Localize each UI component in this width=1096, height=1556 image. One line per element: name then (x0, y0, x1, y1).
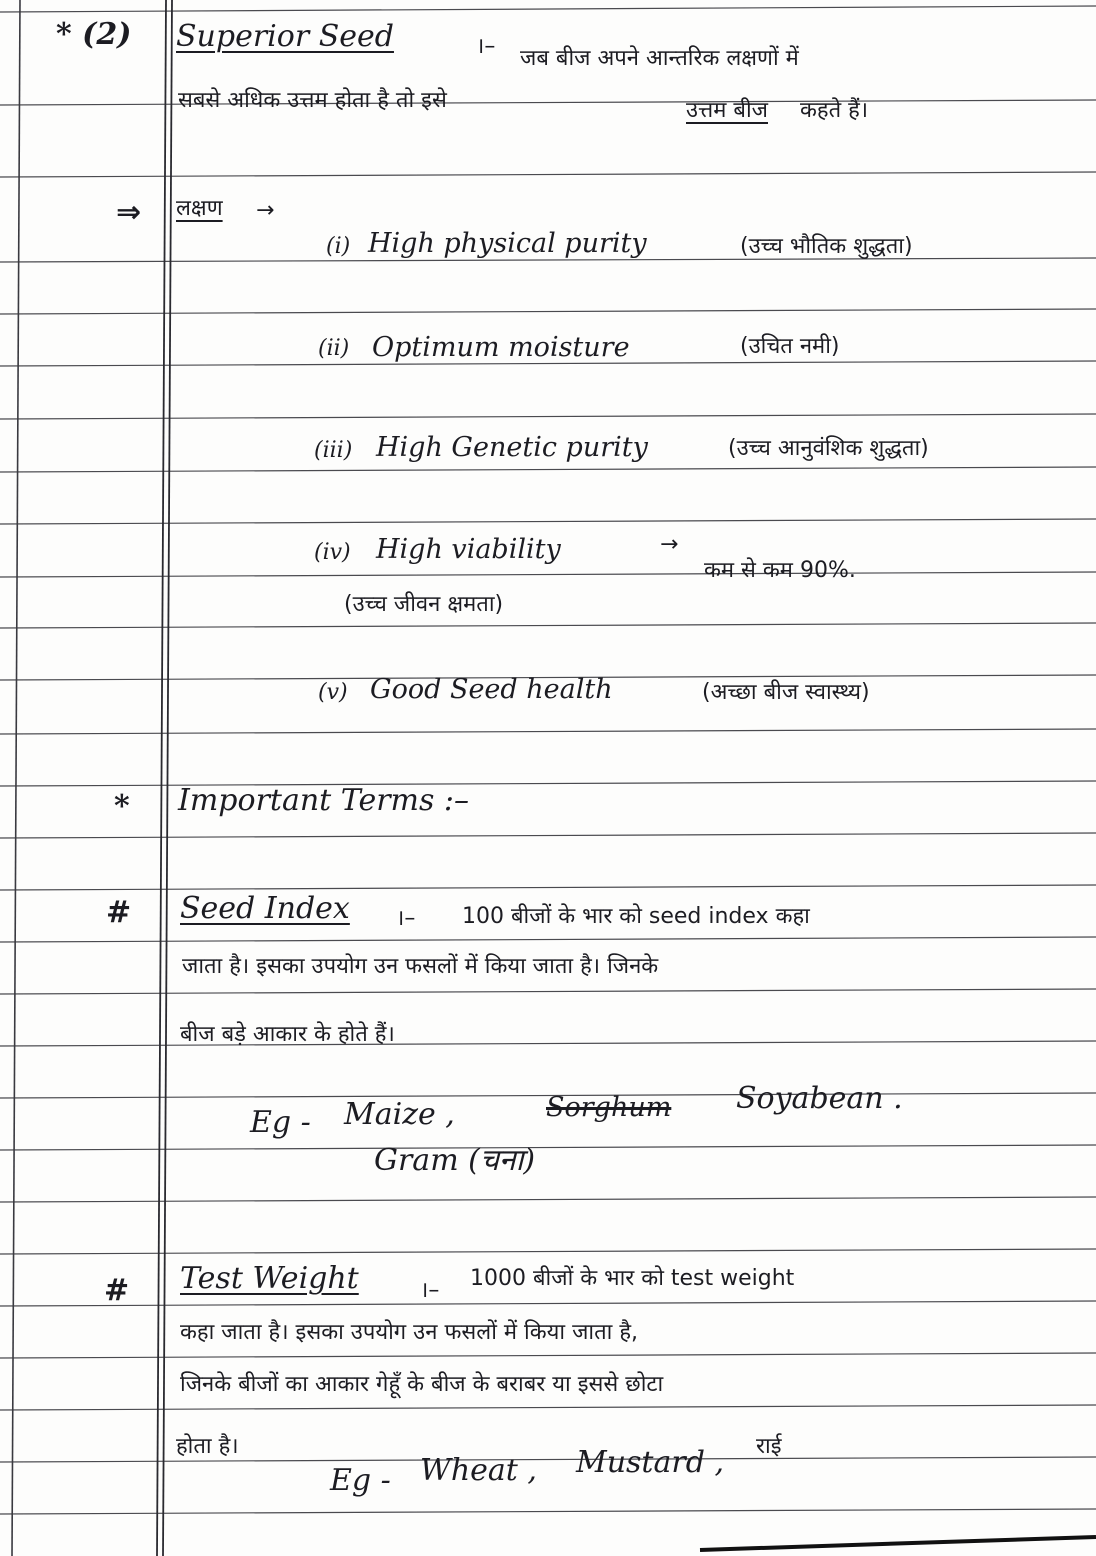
item-english: High physical purity (368, 228, 647, 259)
test-weight-line-1: 1000 बीजों के भार को test weight (470, 1266, 795, 1291)
item-english: Optimum moisture (372, 332, 630, 363)
item-hindi: (उच्च भौतिक शुद्धता) (740, 234, 913, 259)
characteristics-label: लक्षण (176, 196, 223, 221)
seed-index-title: Seed Index (180, 891, 350, 926)
item-number: (i) (326, 234, 351, 259)
example-soyabean: Soyabean . (736, 1081, 903, 1116)
seed-index-line-3: बीज बड़े आकार के होते हैं। (180, 1022, 395, 1047)
important-terms-marker: * (114, 789, 130, 824)
example-sorghum-struck: Sorghum (546, 1092, 672, 1123)
item-arrow-icon: → (660, 532, 679, 557)
item-english: High viability (376, 534, 561, 565)
item-hindi: (उचित नमी) (740, 334, 840, 359)
item-number: (iii) (314, 438, 353, 463)
example-label: Eg - (250, 1105, 311, 1140)
example-mustard: Mustard , (576, 1445, 724, 1480)
test-weight-line-3: जिनके बीजों का आकार गेहूँ के बीज के बराबर या इससे छोटा (180, 1372, 664, 1397)
title-separator: ।– (476, 34, 496, 59)
seed-index-line-2: जाता है। इसका उपयोग उन फसलों में किया जाता है। जिनके (182, 954, 659, 979)
superior-seed-line-1: जब बीज अपने आन्तरिक लक्षणों में (520, 46, 799, 71)
title-separator: ।– (396, 906, 416, 931)
superior-seed-term: उत्तम बीज (686, 98, 768, 123)
test-weight-line-4: होता है। (176, 1434, 239, 1459)
test-weight-marker: # (104, 1273, 130, 1308)
example-wheat: Wheat , (420, 1453, 537, 1488)
seed-index-line-1: 100 बीजों के भार को seed index कहा (462, 904, 810, 929)
item-hindi: (उच्च आनुवंशिक शुद्धता) (728, 436, 929, 461)
characteristics-arrow-icon: → (256, 198, 275, 223)
test-weight-line-2: कहा जाता है। इसका उपयोग उन फसलों में किया जाता है, (180, 1320, 639, 1345)
superior-seed-title: Superior Seed (176, 19, 394, 54)
viability-note: कम से कम 90%. (704, 558, 856, 583)
example-rai: राई (756, 1434, 782, 1459)
item-hindi: (उच्च जीवन क्षमता) (344, 592, 504, 617)
implies-arrow-icon: ⇒ (116, 195, 142, 230)
superior-seed-line-2-prefix: सबसे अधिक उत्तम होता है तो इसे (178, 88, 447, 113)
item-english: High Genetic purity (376, 432, 648, 463)
item-english: Good Seed health (370, 674, 613, 705)
seed-index-marker: # (106, 895, 132, 930)
item-hindi: (अच्छा बीज स्वास्थ्य) (702, 680, 870, 705)
example-maize: Maize , (344, 1097, 455, 1132)
item-number: (ii) (318, 336, 350, 361)
important-terms-title: Important Terms :– (178, 783, 470, 818)
item-number: (v) (318, 680, 348, 705)
section-number: * (2) (56, 17, 132, 52)
title-separator: ।– (420, 1278, 440, 1303)
test-weight-title: Test Weight (180, 1261, 359, 1296)
item-number: (iv) (314, 540, 351, 565)
superior-seed-line-2-suffix: कहते हैं। (800, 98, 869, 123)
example-label: Eg - (330, 1463, 391, 1498)
example-gram: Gram (चना) (374, 1143, 536, 1178)
